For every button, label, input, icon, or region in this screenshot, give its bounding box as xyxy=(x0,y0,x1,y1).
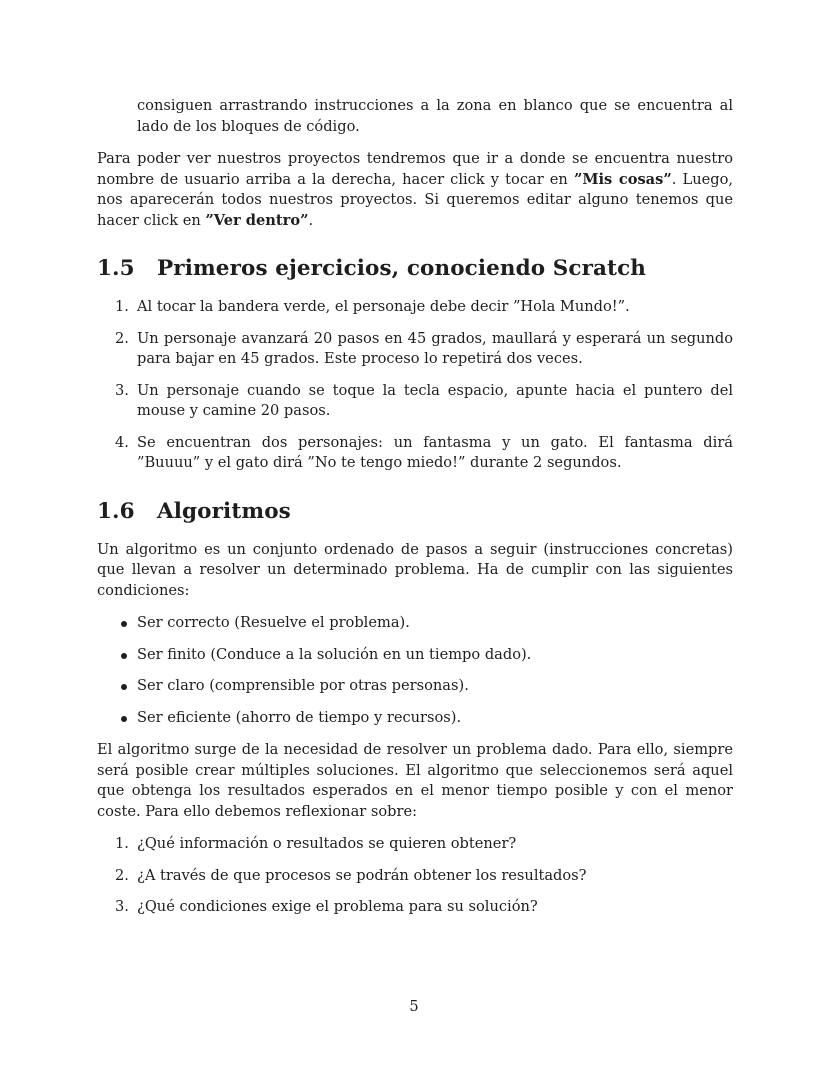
list-marker: 1. xyxy=(115,298,129,315)
section-heading-1-6 xyxy=(97,498,733,526)
list-item xyxy=(97,329,733,370)
page-number: 5 xyxy=(409,998,419,1015)
list-item xyxy=(97,866,733,887)
list-item xyxy=(97,897,733,918)
list-item-text: Se encuentran dos personajes: un fantasma y un gato. El fantasma dirá ”Buuuu” y el gato dirá ”No te tengo miedo!” durante 2 segundos. xyxy=(137,433,733,471)
section-number: 1.6 xyxy=(97,498,135,524)
exercise-list xyxy=(97,297,733,474)
list-marker: 3. xyxy=(115,898,129,915)
list-item xyxy=(97,645,733,666)
list-item-text: Ser eficiente (ahorro de tiempo y recursos). xyxy=(137,708,462,726)
list-marker: 2. xyxy=(115,866,129,884)
list-item-text: Al tocar la bandera verde, el personaje debe decir ”Hola Mundo!”. xyxy=(137,298,630,315)
list-marker: 3. xyxy=(115,381,129,399)
bullet-icon xyxy=(121,716,127,722)
list-item-text: Un personaje avanzará 20 pasos en 45 grados, maullará y esperará un segundo para bajar en 45 grados. Este proceso lo repetirá dos veces. xyxy=(137,329,733,367)
bullet-icon xyxy=(121,653,127,659)
list-item-text: ¿Qué información o resultados se quieren obtener? xyxy=(137,835,517,852)
bullet-icon xyxy=(121,621,127,627)
questions-list xyxy=(97,834,733,918)
list-item-text: Un personaje cuando se toque la tecla espacio, apunte hacia el puntero del mouse y camine 20 pasos. xyxy=(137,381,733,419)
algorithm-intro-paragraph: Un algoritmo es un conjunto ordenado de pasos a seguir (instrucciones concretas) que llevan a resolver un determinado problema. Ha de cumplir con las siguientes condiciones: xyxy=(97,540,733,599)
bullet-icon xyxy=(121,684,127,690)
list-item xyxy=(97,676,733,697)
ver-dentro-bold: ”Ver dentro” xyxy=(205,211,309,229)
list-item xyxy=(97,708,733,729)
list-marker: 2. xyxy=(115,329,129,347)
section-title: Primeros ejercicios, conociendo Scratch xyxy=(157,256,647,281)
section-heading-1-5 xyxy=(97,255,733,283)
list-item-text: ¿Qué condiciones exige el problema para su solución? xyxy=(137,898,538,915)
intro-paragraph xyxy=(97,149,733,231)
section-number: 1.5 xyxy=(97,256,135,281)
list-item-text: Ser correcto (Resuelve el problema). xyxy=(137,614,410,631)
list-item xyxy=(97,297,733,318)
list-item xyxy=(97,381,733,422)
list-item xyxy=(97,613,733,634)
section-title: Algoritmos xyxy=(157,498,291,524)
continuation-paragraph: consiguen arrastrando instrucciones a la zona en blanco que se encuentra al lado de los bloques de código. xyxy=(137,97,733,135)
conditions-list xyxy=(97,613,733,728)
intro-text-3: . xyxy=(308,211,314,229)
list-marker: 4. xyxy=(115,433,129,451)
intro-text-2: . Luego, nos aparecerán todos nuestros proyectos. Si queremos editar alguno tenemos que hacer click en xyxy=(97,170,734,229)
list-item-text: Ser claro (comprensible por otras personas). xyxy=(137,677,469,694)
algorithm-paragraph-2: El algoritmo surge de la necesidad de resolver un problema dado. Para ello, siempre será posible crear múltiples soluciones. El algoritmo que seleccionemos será aquel que obtenga los resultados esperados en el menor tiempo posible y con el menor coste. Para ello debemos reflexionar sobre: xyxy=(97,741,733,820)
list-item-text: Ser finito (Conduce a la solución en un tiempo dado). xyxy=(137,645,532,663)
list-item xyxy=(97,834,733,855)
mis-cosas-bold: ”Mis cosas” xyxy=(573,170,672,188)
list-marker: 1. xyxy=(115,835,129,852)
intro-text-1: Para poder ver nuestros proyectos tendremos que ir a donde se encuentra nuestro nombre de usuario arriba a la derecha, hacer click y tocar en xyxy=(97,150,733,188)
document-page xyxy=(97,96,733,918)
list-item xyxy=(97,433,733,474)
list-item-text: ¿A través de que procesos se podrán obtener los resultados? xyxy=(137,866,587,884)
